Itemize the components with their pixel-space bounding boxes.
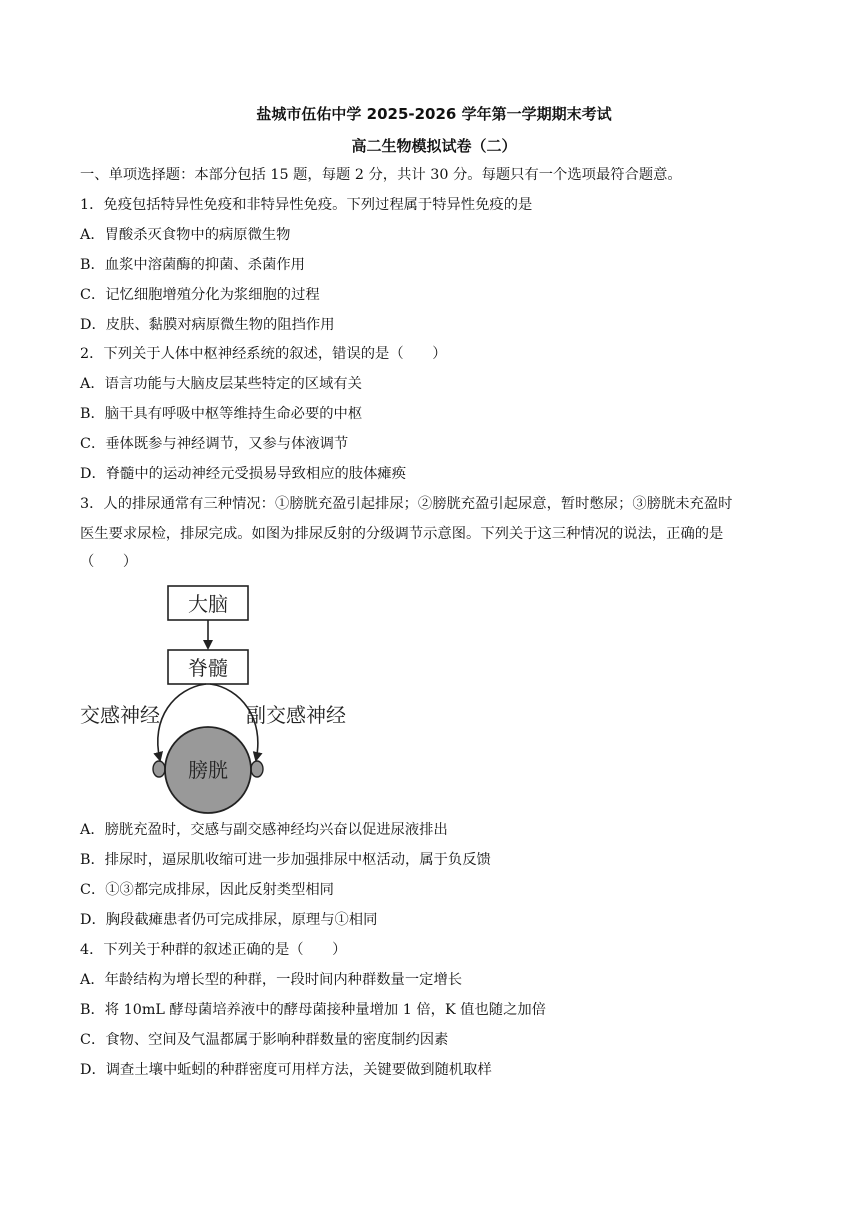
q1-option-b: B．血浆中溶菌酶的抑菌、杀菌作用: [80, 257, 305, 273]
q2-option-c: C．垂体既参与神经调节，又参与体液调节: [80, 436, 349, 452]
q4-option-d: D．调查土壤中蚯蚓的种群密度可用样方法，关键要做到随机取样: [80, 1062, 492, 1078]
spinal-cord-label: 脊髓: [188, 656, 228, 680]
sympathetic-label: 交感神经: [80, 703, 160, 727]
q3-stem-line3: （ ）: [80, 554, 138, 570]
q3-stem-line1: 3．人的排尿通常有三种情况：①膀胱充盈引起排尿；②膀胱充盈引起尿意，暂时憋尿；③膀胱未充盈时: [80, 496, 733, 512]
q4-option-a: A．年龄结构为增长型的种群，一段时间内种群数量一定增长: [80, 972, 463, 988]
q3-stem-line2: 医生要求尿检，排尿完成。如图为排尿反射的分级调节示意图。下列关于这三种情况的说法，正确的是: [80, 526, 724, 542]
micturition-reflex-diagram: [80, 578, 380, 818]
exam-subtitle: 高二生物模拟试卷（二）: [351, 137, 517, 155]
q1-option-c: C．记忆细胞增殖分化为浆细胞的过程: [80, 287, 320, 303]
q2-option-d: D．脊髓中的运动神经元受损易导致相应的肢体瘫痪: [80, 466, 406, 482]
q1-option-a: A．胃酸杀灭食物中的病原微生物: [80, 227, 291, 243]
q2-stem: 2．下列关于人体中枢神经系统的叙述，错误的是（ ）: [80, 346, 447, 362]
q1-stem: 1．免疫包括特异性免疫和非特异性免疫。下列过程属于特异性免疫的是: [80, 197, 533, 213]
q2-option-b: B．脑干具有呼吸中枢等维持生命必要的中枢: [80, 406, 363, 422]
parasympathetic-label: 副交感神经: [246, 703, 346, 727]
q3-option-a: A．膀胱充盈时，交感与副交感神经均兴奋以促进尿液排出: [80, 822, 448, 838]
section-heading: 一、单项选择题：本部分包括 15 题，每题 2 分，共计 30 分。每题只有一个选项最符合题意。: [80, 167, 682, 183]
q4-option-b: B．将 10mL 酵母菌培养液中的酵母菌接种量增加 1 倍，K 值也随之加倍: [80, 1002, 546, 1018]
bladder-right-node: [251, 761, 263, 777]
q3-option-b: B．排尿时，逼尿肌收缩可进一步加强排尿中枢活动，属于负反馈: [80, 852, 491, 868]
q3-option-d: D．胸段截瘫患者仍可完成排尿，原理与①相同: [80, 912, 378, 928]
bladder-left-node: [153, 761, 165, 777]
bladder-label: 膀胱: [188, 758, 228, 782]
q1-option-d: D．皮肤、黏膜对病原微生物的阻挡作用: [80, 317, 335, 333]
q4-stem: 4．下列关于种群的叙述正确的是（ ）: [80, 942, 347, 958]
q2-option-a: A．语言功能与大脑皮层某些特定的区域有关: [80, 376, 362, 392]
q3-option-c: C．①③都完成排尿，因此反射类型相同: [80, 882, 334, 898]
exam-title: 盐城市伍佑中学 2025-2026 学年第一学期期末考试: [256, 105, 612, 123]
q4-option-c: C．食物、空间及气温都属于影响种群数量的密度制约因素: [80, 1032, 449, 1048]
brain-label: 大脑: [188, 592, 228, 616]
